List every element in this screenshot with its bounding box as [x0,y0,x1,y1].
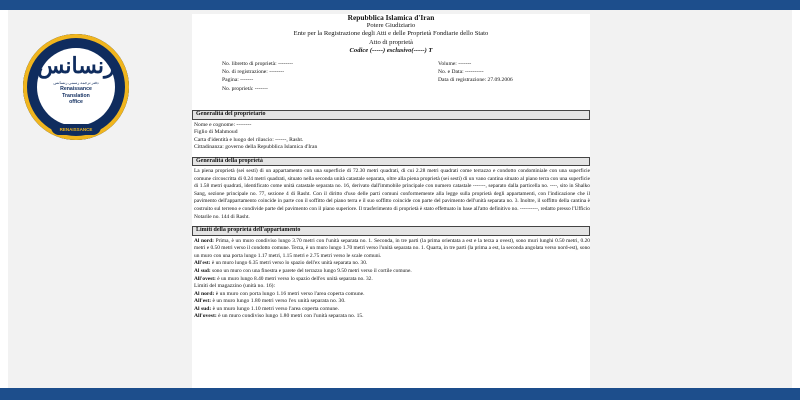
header-deed: Atto di proprietà [369,38,413,46]
limit-label: Al sud: [194,268,211,275]
owner-line: Figlio di Mahmoud [194,129,238,136]
limit-east [192,260,590,268]
limit-label: All'ovest: [194,313,217,320]
meta-left-line: No. di registrazione: -------- [222,69,285,76]
owner-section-title: Generalità del proprietario [192,110,590,120]
bottom-border-bar [0,388,800,400]
storage-limit-west [192,313,590,321]
storage-limit-east [192,298,590,306]
header-country: Repubblica Islamica d'Iran [347,14,435,22]
limit-text: Prima, è un muro condiviso lungo 3.70 metri con l'unità separata no. 1. Seconda, in tre parti (la prima orientata a est e la terza a ovest), sono muri lunghi 0.50 metri, 0.20 metri e 0.50 metri verso il condotto comune. Terza, è un muro lungo 1.70 metri verso l'unità separata no. 1. Quarta, in tre parti (la prima a est, la seconda angolata verso nord-est), sono un muro con una porta lungo 1.17 metri, 1.15 metri e 2.75 metri verso le scale comuni. [194,237,590,259]
header-power: Potere Giudiziario [366,22,416,30]
document-header [192,14,590,55]
property-section-title: Generalità della proprietà [192,157,590,167]
top-border-bar [0,0,800,10]
limits-section-title: Limiti della proprietà dell'appartamento [192,226,590,236]
storage-limit-south [192,306,590,314]
owner-line: Nome e cognome: -------- [194,121,252,128]
meta-left-line: No. proprietà: ------- [222,86,268,93]
registration-meta [192,61,590,105]
owner-line: Carta d'identità e luogo del rilascio: ------, Rasht. [194,136,304,143]
document-page [192,14,590,388]
limit-text: è un muro con porta lungo 1.16 metri verso l'area coperta comune. [215,290,365,297]
logo-text-line: Translation [62,92,90,99]
logo-subtitle-fa: دفتر ترجمه رسمی رنسانس [53,80,99,85]
limit-label: All'ovest: [194,275,216,282]
limit-text: è un muro lungo 8.40 metri verso lo spazio dell'ex unità separata no. 32. [217,275,373,282]
storage-limit-north [192,291,590,299]
limit-text: è un muro lungo 6.35 metri verso lo spazio dell'ex unità separata no. 30. [211,260,368,267]
limit-text: sono un muro con una finestra e parete del terrazzo lungo 9.50 metri verso il cortile comune. [212,268,412,275]
limit-label: All'est: [194,260,211,267]
logo-text-en [37,86,115,106]
limit-text: è un muro lungo 1.10 metri verso l'area coperta comune. [212,305,340,312]
meta-left-line: Pagina: ------- [222,77,254,84]
meta-right-line: Volume: ------- [438,61,472,68]
limit-text: è un muro condiviso lungo 1.80 metri con l'unità separata no. 15. [218,313,364,320]
limit-north [192,238,590,261]
limit-text: è un muro lungo 1.80 metri verso l'ex unità separata no. 30. [212,298,346,305]
property-description: La piena proprietà (sei sesti) di un appartamento con una superficie di 72.30 metri quadrati, di cui 2.28 metri quadrati come terrazzo e condotto condominiale con una superficie comune circoscritta di 0.24 metri quadrati, situato nella seconda unità catastale separata, oltre alla piena proprietà (sei sesti) di un vano cantina situato al piano terra con una superficie di 1.58 metri quadrati, identificato come unità catastale separata no. 16, derivato dall'immobile principale con numero catastale -------, separato dalla particella no. ----, sito in Shalko Sang, sezione principale no. 77, sezione 4 di Rasht. Con il diritto d'uso delle parti comuni conformemente alla legge sulla proprietà degli appartamenti, con l'indicazione che il pavimento dell'appartamento coincide in parte con il soffitto del piano terra e il suo soffitto coincide con parte del pavimento dell'unità separata no. 3. Inoltre, il soffitto della cantina è costruito sul terreno e condivide parte del pavimento con il piano superiore. Il trasferimento di proprietà è stato effettuato in base all'atto definitivo no. ----------, redatto presso l'Ufficio Notarile no. 144 di Rasht. [194,168,590,220]
renaissance-logo [23,34,129,140]
limit-label: Al sud: [194,305,212,312]
limit-label: Al nord: [194,290,215,297]
logo-text-line: office [69,99,83,105]
logo-inner-circle [37,48,115,126]
storage-limits-title: Limiti del magazzino (unità no. 16): [194,283,276,290]
header-office: Ente per la Registrazione degli Atti e delle Proprietà Fondiarie dello Stato [293,30,489,38]
owner-line: Cittadinanza: governo della Repubblica Islamica d'Iran [194,144,318,151]
limit-label: Al nord: [194,237,214,244]
meta-right-line: No. e Data: ---------- [438,69,484,76]
limit-label: All'est: [194,298,212,305]
header-code: Codice (-----) esclusivo(-----) T [349,46,433,54]
logo-mark-text: رنسانس [37,53,115,79]
meta-left-line: No. libretto di proprietà: -------- [222,61,293,68]
meta-right-line: Data di registrazione: 27.09.2006 [438,77,513,84]
logo-text-line: Renaissance [60,86,92,92]
logo-ribbon: RENAISSANCE [51,124,101,135]
limit-south [192,268,590,276]
